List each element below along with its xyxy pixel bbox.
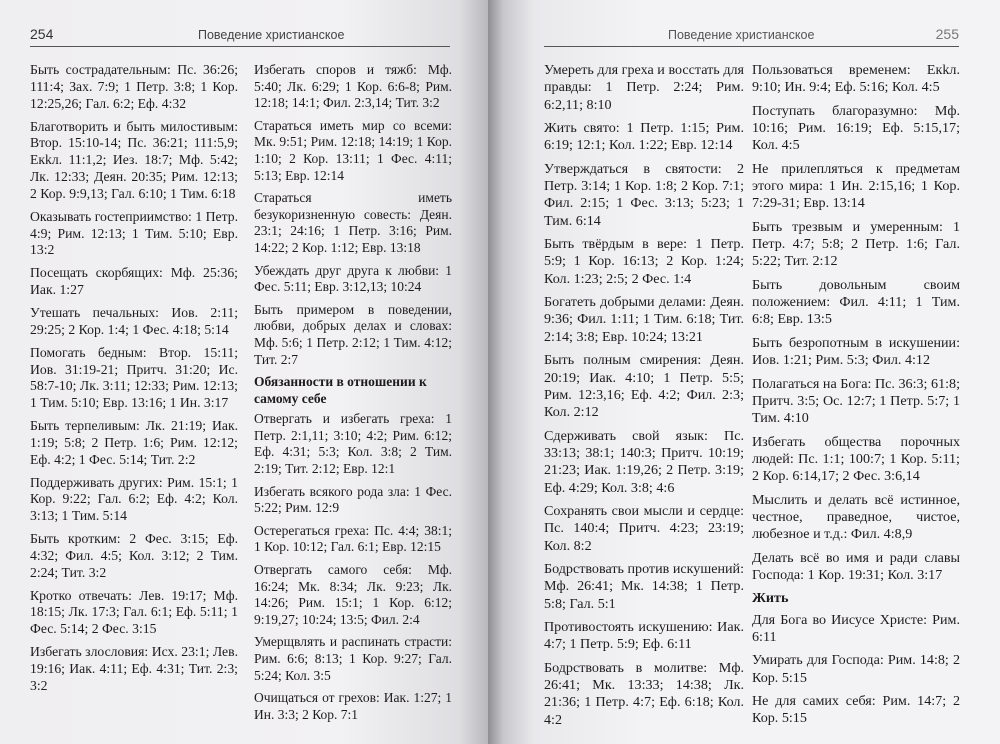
reference-entry [254,562,452,628]
entry-references: 1 Петр. 2:24; Рим. 6:2,11; 8:10 [544,79,744,113]
entry-references: Лев. 19:17; Мф. 18:15; Лк. 17:3; Гал. 6:1; Еф. 5:11; 1 Фес. 5:14; 2 Фес. 3:15 [30,587,239,637]
entry-references: 1 Ин. 2:15,16; 1 Кор. 7:29-31; Евр. 13:14 [752,178,961,212]
page-header-left [30,24,450,47]
reference-entry [752,693,960,728]
entry-heading: Бодрствовать против искушений: [544,560,744,577]
entry-heading: Полагаться на Бога: [752,375,872,392]
reference-entry [544,120,744,155]
entry-heading: Избегать всякого рода зла: [254,483,410,499]
entry-references: Лк. 21:19; Иак. 1:19; 5:8; 2 Петр. 1:6; Рим. 12:12; Еф. 4:2; 1 Фес. 5:14; Тит. 2:2 [30,418,239,467]
reference-entry [752,161,960,213]
running-title: Поведение христианское [668,28,815,42]
entry-references: 1 Фес. 5:22; Рим. 12:9 [254,483,452,516]
entry-heading: Поступать благоразумно: [752,102,918,119]
reference-entry [544,294,744,346]
entry-references: Мф. 5:40; Лк. 6:29; 1 Кор. 6:6-8; Рим. 12:18; 14:1; Фил. 2:3,14; Тит. 3:2 [254,62,452,111]
entry-heading: Очищаться от грехов: [254,690,380,706]
reference-entry [544,62,744,114]
entry-heading: Бодрствовать в молитве: [544,659,708,676]
reference-entry [30,588,238,639]
reference-entry [30,531,238,582]
entry-references: 1 Петр. 5:9; 1 Кор. 16:13; 2 Кор. 1:24; Кол. 1:23; 2:5; 2 Фес. 1:4 [544,236,744,287]
right-page [488,0,1000,744]
reference-entry [30,209,238,260]
entry-heading: Утешать печальных: [30,304,159,320]
page-header-right [544,24,959,47]
entry-heading: Умерщвлять и распинать страсти: [254,634,452,650]
entry-heading: Быть сострадательным: [30,62,171,77]
entry-references: Рим. 6:11 [752,611,960,645]
entry-heading: Быть терпеливым: [30,418,140,434]
entry-references: Екkл. 9:10; Ин. 9:4; Еф. 5:16; Кол. 4:5 [752,62,960,96]
entry-references: 1 Петр. 4:9; Рим. 12:13; 1 Тим. 5:10; Евр. 13:2 [30,208,238,258]
entry-references: 1 Петр. 2:1,11; 3:10; 4:2; Рим. 6:12; Еф. 4:31; 5:3; Кол. 3:8; 2 Тим. 2:19; Тит. 2:12; Евр. 12:1 [254,411,453,477]
reference-entry [30,345,238,412]
entry-references: Рим. 6:6; 8:13; 1 Кор. 9:27; Гал. 5:24; Кол. 3:5 [254,651,452,683]
reference-entry [254,263,452,296]
entry-references: Деян. 20:19; Иак. 4:10; 1 Петр. 5:5; Рим. 12:3,16; Еф. 4:2; Фил. 2:3; Кол. 2:12 [544,352,744,421]
entry-references: Втор. 15:10-14; Пс. 36:21; 111:5,9; Екkл. 11:1,2; Иез. 18:7; Мф. 5:42; Лк. 12:33; Деян. 20:35; Рим. 12:13; 2 Кор. 9:9,13; Гал. 6:10; 1 Тим. 6:18 [30,135,238,201]
entry-references: Рим. 15:1; 1 Кор. 9:22; Гал. 6:2; Еф. 4:2; Кол. 3:13; 1 Тим. 5:14 [30,474,238,524]
reference-entry [254,634,452,684]
entry-references: 1 Фес. 5:11; Евр. 3:12,13; 10:24 [254,262,452,295]
entry-heading: Умереть для греха и восстать для правды: [544,62,744,96]
entry-references: Иак. 4:7; 1 Петр. 5:9; Еф. 6:11 [544,618,744,653]
reference-entry [30,418,238,469]
reference-entry [544,503,744,555]
entry-heading: Поддерживать других: [30,474,163,490]
reference-entry [30,644,238,695]
reference-entry [254,118,452,184]
text-column-3 [544,62,744,735]
entry-heading: Благотворить и быть милостивым: [30,118,238,134]
entry-heading: Остерегаться греха: [254,522,370,538]
section-heading: Жить [752,590,789,607]
entry-references: Иак. 1:27; 1 Ин. 3:3; 2 Кор. 7:1 [254,690,452,722]
entry-heading: Кротко отвечать: [30,587,132,603]
entry-references: Фил. 4:8,9 [850,526,913,543]
entry-heading: Помогать бедным: [30,344,147,360]
text-column-1 [30,62,238,701]
entry-references: 1 Петр. 1:15; Рим. 6:19; 12:1; Кол. 1:22; Евр. 12:14 [544,120,744,154]
entry-references: Рим. 14:8; 2 Кор. 5:15 [752,652,961,686]
entry-heading: Не прилепляться к предметам этого мира: [752,160,960,195]
entry-references: Мф. 26:41; Мк. 13:33; 14:38; Лк. 21:36; 1 Петр. 4:7; Еф. 6:18; Кол. 4:2 [544,659,744,728]
entry-heading: Быть полным смирения: [544,352,702,369]
entry-heading: Сдерживать свой язык: [544,427,708,444]
entry-references: Мф. 5:6; 1 Петр. 2:12; 1 Тим. 4:12; Тит. 2:7 [254,334,452,367]
reference-entry [752,219,960,271]
reference-entry [30,119,238,203]
entry-heading: Стараться иметь мир со всеми: [254,117,452,133]
reference-entry [30,62,238,113]
entry-references: Пс. 4:4; 38:1; 1 Кор. 10:12; Гал. 6:1; Евр. 12:15 [254,522,453,555]
entry-references: Фил. 4:11; 1 Тим. 6:8; Евр. 13:5 [752,294,960,328]
entry-heading: Отвергать самого себя: [254,562,412,578]
entry-heading: Оказывать гостеприимство: [30,208,192,224]
reference-entry [544,236,744,288]
reference-entry [30,265,238,299]
entry-heading: Быть довольным своим положением: [752,276,960,311]
entry-heading: Убеждать друг друга к любви: [254,262,440,278]
running-title: Поведение христианское [198,28,345,42]
entry-references: Деян. 23:1; 24:16; 1 Петр. 3:16; Рим. 14:22; 2 Кор. 1:12; Евр. 13:18 [254,206,452,255]
reference-entry [544,161,744,230]
entry-references: 2 Петр. 3:14; 1 Кор. 1:8; 2 Кор. 7:1; Фил. 2:15; 1 Фес. 3:13; 5:23; 1 Тим. 6:14 [544,160,744,229]
reference-entry [752,335,960,370]
reference-entry [544,352,744,421]
entry-references: 2 Фес. 3:15; Еф. 4:32; Фил. 4:5; Кол. 3:12; 2 Тим. 2:24; Тит. 3:2 [30,531,239,580]
entry-heading: Пользоваться временем: [752,62,911,78]
reference-entry [752,434,960,486]
reference-entry [752,652,960,687]
entry-heading: Умирать для Господа: [752,652,884,669]
reference-entry [752,277,960,329]
text-column-4 [752,62,960,734]
reference-entry [752,612,960,647]
entry-heading: Быть примером в поведении, любви, добрых делах и словах: [254,301,452,334]
page-number: 255 [935,26,959,42]
reference-entry [254,411,452,477]
entry-heading: Богатеть добрыми делами: [544,294,707,311]
reference-entry [752,62,960,97]
reference-entry [544,619,744,654]
entry-references: Пс. 1:1; 100:7; 1 Кор. 5:11; 2 Кор. 6:14,17; 2 Фес. 3:6,14 [752,450,960,485]
entry-references: Пс. 36:26; 111:4; Зах. 7:9; 1 Петр. 3:8; 1 Кор. 12:25,26; Гал. 6:2; Еф. 4:32 [30,62,239,111]
entry-references: Пс. 36:3; 61:8; Притч. 3:5; Ос. 12:7; 1 Петр. 5:7; 1 Тим. 4:10 [752,375,961,427]
reference-entry [544,561,744,613]
text-column-2 [254,62,452,729]
section-heading: Обязанности в отношении к самому себе [254,374,427,406]
reference-entry [752,376,960,428]
entry-references: Иов. 2:11; 29:25; 2 Кор. 1:4; 1 Фес. 4:18; 5:14 [30,304,238,337]
entry-references: Втор. 15:11; Иов. 31:19-21; Притч. 31:20; Ис. 58:7-10; Лк. 3:11; 12:33; Рим. 12:13; 1 Тим. 5:10; Евр. 13:16; 1 Ин. 3:17 [30,344,238,411]
entry-heading: Избегать злословия: [30,644,149,660]
entry-heading: Быть кротким: [30,531,121,547]
entry-references: Мф. 16:24; Мк. 8:34; Лк. 9:23; Лк. 14:26; Рим. 15:1; 1 Кор. 6:12; 9:19,27; 10:24; 13:5; Фил. 2:4 [254,562,452,627]
entry-heading: Избегать споров и тяжб: [254,62,417,77]
entry-heading: Отвергать и избегать греха: [254,411,435,427]
reference-entry [30,305,238,339]
entry-references: Пс. 33:13; 38:1; 140:3; Притч. 10:19; 21:23; Иак. 1:19,26; 2 Петр. 3:19; Еф. 4:29; Кол. 3:8; 4:6 [544,427,744,496]
entry-heading: Не для самих себя: [752,693,876,709]
reference-entry [544,428,744,497]
entry-heading: Мыслить и делать всё истинное, честное, праведное, чистое, любезное и т.д.: [752,491,960,543]
reference-entry [752,492,960,544]
entry-references: Пс. 140:4; Притч. 4:23; 23:19; Кол. 8:2 [544,520,744,554]
entry-references: Мк. 9:51; Рим. 12:18; 14:19; 1 Кор. 1:10; 2 Кор. 13:11; 1 Фес. 4:11; 5:13; Евр. 12:14 [254,134,452,183]
entry-heading: Жить свято: [544,120,620,137]
entry-heading: Утверждаться в святости: [544,160,722,177]
entry-references: Деян. 9:36; Фил. 1:11; 1 Тим. 6:18; Тит. 2:14; 3:8; Евр. 10:24; 13:21 [544,294,744,345]
entry-heading: Быть твёрдым в вере: [544,236,688,253]
entry-heading: Избегать общества порочных людей: [752,433,960,467]
reference-entry [254,302,452,368]
reference-entry [752,550,960,585]
reference-entry [254,62,452,112]
reference-entry [544,660,744,729]
entry-references: Мф. 26:41; Мк. 14:38; 1 Петр. 5:8; Гал. 5:1 [544,578,744,612]
entry-references: Мф. 10:16; Рим. 16:19; Еф. 5:15,17; Кол. 4:5 [752,102,960,154]
entry-references: Иов. 1:21; Рим. 5:3; Фил. 4:12 [752,352,931,369]
entry-heading: Сохранять свои мысли и сердце: [544,502,744,519]
reference-entry [254,484,452,517]
reference-entry [254,690,452,723]
entry-heading: Быть безропотным в искушении: [752,334,960,351]
entry-references: Исх. 23:1; Лев. 19:16; Иак. 4:11; Еф. 4:31; Тит. 2:3; 3:2 [30,644,238,693]
reference-entry [254,523,452,556]
page-number: 254 [30,26,54,42]
left-page [0,0,488,744]
reference-entry [254,190,452,256]
entry-references: 1 Кор. 19:31; Кол. 3:17 [807,566,943,583]
reference-entry [752,103,960,155]
entry-references: 1 Петр. 4:7; 5:8; 2 Петр. 1:6; Гал. 5:22; Тит. 2:12 [752,218,960,270]
reference-entry [30,475,238,526]
entry-heading: Для Бога во Иисусе Христе: [752,611,928,628]
entry-heading: Делать всё во имя и ради славы Господа: [752,549,960,583]
entry-references: Рим. 14:7; 2 Кор. 5:15 [752,693,960,727]
entry-heading: Стараться иметь безукоризненную совесть: [254,190,452,222]
entry-heading: Быть трезвым и умеренным: [752,218,943,235]
entry-heading: Посещать скорбящих: [30,265,163,281]
entry-heading: Противостоять искушению: [544,618,713,635]
entry-references: Мф. 25:36; Иак. 1:27 [30,265,238,298]
